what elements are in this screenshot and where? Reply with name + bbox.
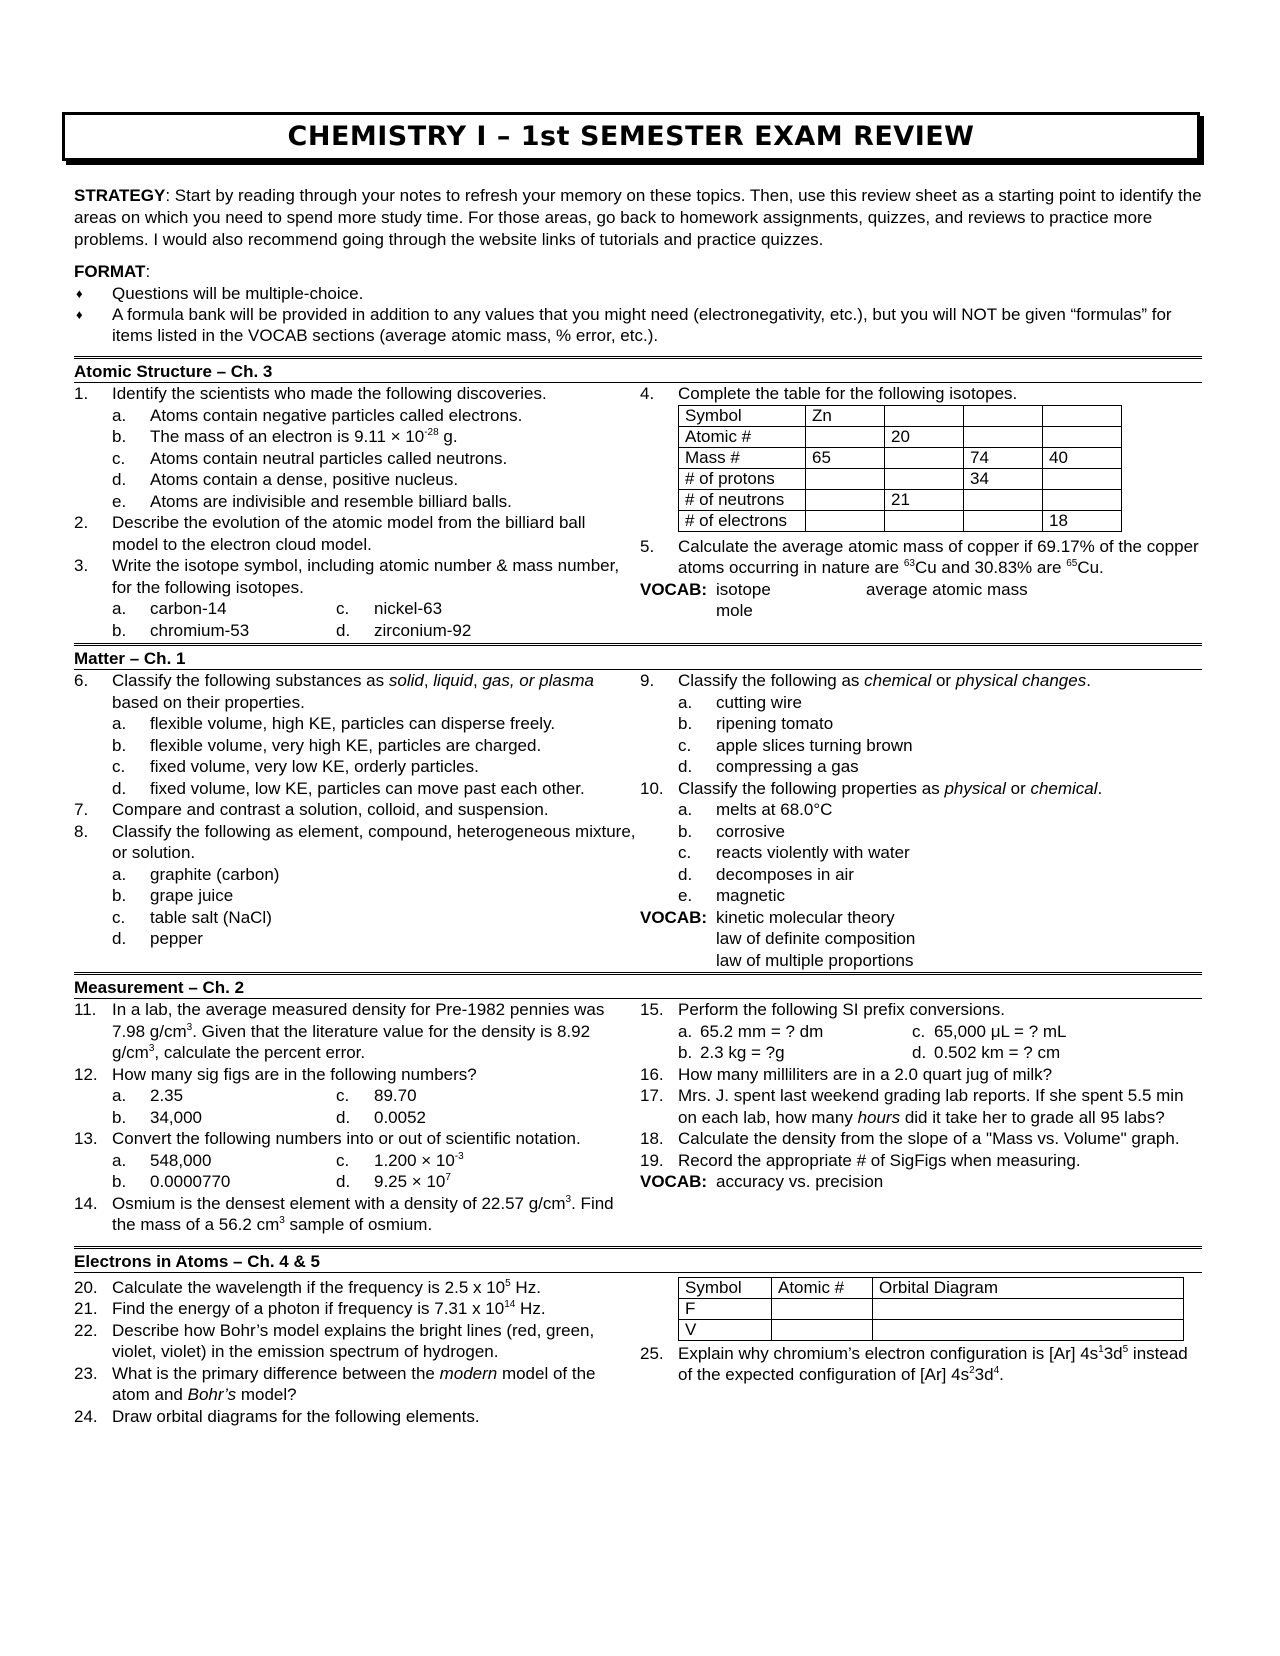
question-10b: b. corrosive <box>678 821 785 841</box>
strategy-paragraph <box>74 185 1202 251</box>
question-10d: d. decomposes in air <box>678 864 854 884</box>
table-row: Mass # 65 74 40 <box>679 447 1122 468</box>
question-14: 14. Osmium is the densest element with a density of 22.57 $g/cm^3$. Find the mass of a 56.2 $cm^3$ sample of osmium. <box>74 1193 614 1234</box>
exam-review-page <box>74 112 1202 1427</box>
table-row: Atomic # 20 <box>679 426 1122 447</box>
question-6c: c. fixed volume, very low KE, orderly particles. <box>112 757 479 776</box>
question-8a: a. graphite (carbon) <box>112 864 280 884</box>
table-row: Symbol Zn <box>679 405 1122 426</box>
strategy-label: STRATEGY <box>74 186 166 205</box>
question-12-row2: b. 34,000 d. 0.0052 <box>112 1107 426 1127</box>
question-6a: a. flexible volume, high KE, particles can disperse freely. <box>112 714 556 733</box>
question-1: 1. Identify the scientists who made the following discoveries. <box>74 384 547 403</box>
section-header-atomic-structure: Atomic Structure – Ch. 3 <box>74 356 1202 383</box>
question-6d: d. fixed volume, low KE, particles can move past each other. <box>112 778 585 798</box>
table-row: V <box>679 1319 1184 1340</box>
question-9b: b. ripening tomato <box>678 714 834 733</box>
question-1a: a. Atoms contain negative particles called electrons. <box>112 405 523 425</box>
question-10a: a. melts at 68.0°C <box>678 800 833 819</box>
table-row: F <box>679 1298 1184 1319</box>
title-box <box>62 112 1200 161</box>
section-header-measurement: Measurement – Ch. 2 <box>74 972 1202 999</box>
question-15-row1: a. 65.2 mm = ? dm c. 65,000 μL = ? mL <box>678 1021 1067 1041</box>
vocab-matter: VOCAB: kinetic molecular theory <box>640 907 895 927</box>
question-21: 21. Find the energy of a photon if frequency is 7.31 x $10^{14}$ Hz. <box>74 1299 546 1318</box>
question-10c: c. reacts violently with water <box>678 843 910 862</box>
strategy-text: : Start by reading through your notes to refresh your memory on these topics. Then, use this review sheet as a starting point to identify the areas on which you need to spend more study time. For those areas, go back to homework assignments, quizzes, and reviews to practice more problems. I would also recommend going through the website links of tutorials and practice quizzes. <box>74 186 1202 249</box>
question-11: 11. In a lab, the average measured density for Pre-1982 pennies was 7.98 $g/cm^3$. Given that the literature value for the density is 8.92 $g/cm^3$, calculate the percent error. <box>74 1000 605 1062</box>
question-8c: c. table salt (NaCl) <box>112 907 272 927</box>
question-6: 6. Classify the following substances as solid, liquid, gas, or plasma based on their properties. <box>74 671 594 712</box>
section-header-matter: Matter – Ch. 1 <box>74 643 1202 670</box>
question-8: 8. Classify the following as element, compound, heterogeneous mixture, or solution. <box>74 821 636 862</box>
question-1d: d. Atoms contain a dense, positive nucleus. <box>112 470 459 489</box>
question-8b: b. grape juice <box>112 886 234 905</box>
question-13-row1: a. 548,000 c. $1.200 \times 10^{-3}$ <box>112 1150 464 1170</box>
format-label: FORMAT <box>74 262 146 281</box>
question-5: 5. Calculate the average atomic mass of copper if 69.17% of the copper atoms occurring in nature are $^{63}$Cu and 30.83% are $^{65}$Cu. <box>640 536 1199 577</box>
question-8d: d. pepper <box>112 929 203 948</box>
question-19: 19. Record the appropriate # of SigFigs when measuring. <box>640 1150 1081 1170</box>
question-6b: b. flexible volume, very high KE, particles are charged. <box>112 735 542 755</box>
question-22: 22. Describe how Bohr’s model explains the bright lines (red, green, violet, violet) in the emission spectrum of hydrogen. <box>74 1320 595 1361</box>
orbital-table <box>678 1277 1184 1341</box>
question-25: 25. Explain why chromium’s electron configuration is [Ar] $4s^13d^5$ instead of the expected configuration of [Ar] $4s^23d^4$. <box>640 1343 1188 1384</box>
question-3-row1: a. carbon-14 c. nickel-63 <box>112 599 443 618</box>
question-13: 13. Convert the following numbers into or out of scientific notation. <box>74 1129 581 1148</box>
section-atomic-structure <box>74 383 1202 641</box>
question-12: 12. How many sig figs are in the following numbers? <box>74 1064 477 1084</box>
section-electrons <box>74 1277 1202 1428</box>
question-3: 3. Write the isotope symbol, including atomic number & mass number, for the following isotopes. <box>74 556 620 597</box>
question-20: 20. Calculate the wavelength if the frequency is 2.5 x $10^5$ Hz. <box>74 1277 541 1297</box>
question-1e: e. Atoms are indivisible and resemble billiard balls. <box>112 491 512 511</box>
question-15-row2: b. 2.3 kg = ?g d. 0.502 km = ? cm <box>678 1043 1061 1062</box>
question-12-row1: a. 2.35 c. 89.70 <box>112 1086 417 1105</box>
page-title: CHEMISTRY I – 1st SEMESTER EXAM REVIEW <box>287 121 975 152</box>
vocab-atomic: VOCAB: isotope average atomic mass <box>640 579 1028 599</box>
isotope-table <box>678 405 1122 532</box>
section-matter <box>74 670 1202 971</box>
table-row: # of electrons 18 <box>679 510 1122 531</box>
question-2: 2. Describe the evolution of the atomic model from the billiard ball model to the electron cloud model. <box>74 513 586 554</box>
format-colon: : <box>145 262 151 281</box>
format-block <box>74 261 1202 346</box>
section-measurement <box>74 999 1202 1236</box>
question-3-row2: b. chromium-53 d. zirconium-92 <box>112 620 472 640</box>
table-row: # of protons 34 <box>679 468 1122 489</box>
question-9d: d. compressing a gas <box>678 757 859 776</box>
question-18: 18. Calculate the density from the slope of a "Mass vs. Volume" graph. <box>640 1129 1180 1148</box>
question-24: 24. Draw orbital diagrams for the following elements. <box>74 1406 480 1426</box>
question-10: 10. Classify the following properties as physical or chemical. <box>640 778 1103 798</box>
question-23: 23. What is the primary difference between the modern model of the atom and Bohr’s model? <box>74 1363 596 1404</box>
question-13-row2: b. 0.0000770 d. $9.25 \times 10^7$ <box>112 1172 451 1191</box>
question-16: 16. How many milliliters are in a 2.0 quart jug of milk? <box>640 1064 1053 1084</box>
section-header-electrons: Electrons in Atoms – Ch. 4 & 5 <box>74 1246 1202 1273</box>
question-17: 17. Mrs. J. spent last weekend grading lab reports. If she spent 5.5 min on each lab, how many hours did it take her to grade all 95 labs? <box>640 1086 1184 1127</box>
vocab-measurement: VOCAB: accuracy vs. precision <box>640 1172 884 1191</box>
question-15: 15. Perform the following SI prefix conversions. <box>640 1000 1005 1019</box>
format-bullet: ♦ A formula bank will be provided in addition to any values that you might need (electronegativity, etc.), but you will NOT be given “formulas” for items listed in the VOCAB sections (average atomic mass, % error, etc.). <box>74 304 1202 346</box>
vocab-matter-2: law of definite composition <box>716 929 916 948</box>
question-1b: b. The mass of an electron is $9.11 \times 10^{-28}$ g. <box>112 427 458 446</box>
question-9c: c. apple slices turning brown <box>678 735 913 755</box>
question-9a: a. cutting wire <box>678 692 802 712</box>
table-row: # of neutrons 21 <box>679 489 1122 510</box>
question-9: 9. Classify the following as chemical or physical changes. <box>640 671 1091 690</box>
question-1c: c. Atoms contain neutral particles called neutrons. <box>112 448 508 468</box>
question-4: 4. Complete the table for the following isotopes. <box>640 384 1018 403</box>
format-bullet: ♦ Questions will be multiple-choice. <box>74 283 1202 304</box>
format-bullets <box>74 283 1202 346</box>
question-10e: e. magnetic <box>678 886 785 905</box>
vocab-matter-3: law of multiple proportions <box>716 950 914 970</box>
question-7: 7. Compare and contrast a solution, colloid, and suspension. <box>74 800 549 819</box>
table-row: Symbol Atomic # Orbital Diagram <box>679 1277 1184 1298</box>
vocab-atomic-2: mole <box>716 601 753 620</box>
